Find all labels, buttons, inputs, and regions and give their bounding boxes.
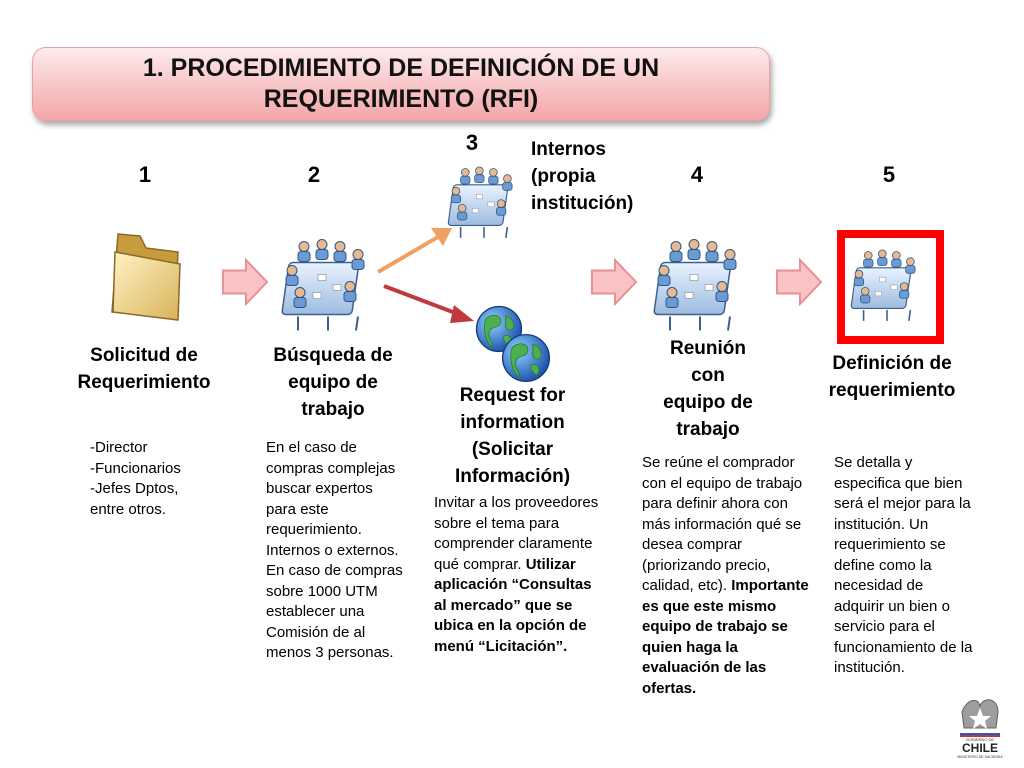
description-4-text: Se reúne el comprador con el equipo de trabajo para definir ahora con más información qué se desea comprar (priorizando precio, calidad, etc). xyxy=(642,454,803,594)
description-3-bold: Utilizar aplicación “Consultas al mercado” que se ubica en la opción de menú “Licitación”. xyxy=(434,555,592,655)
meeting-icon xyxy=(851,250,915,321)
description-4-bold: Importante es que este mismo equipo de trabajo se quien haga la evaluación de las ofertas. xyxy=(642,577,809,697)
folder-icon xyxy=(112,234,180,320)
globe-icon xyxy=(503,335,550,382)
description-1-line: -Jefes Dptos, xyxy=(90,480,179,497)
step-label-2: Búsqueda de equipo de trabajo xyxy=(273,345,393,420)
meeting-icon xyxy=(282,240,364,331)
description-1 xyxy=(90,438,230,520)
orange-arrow-icon xyxy=(378,228,452,272)
right-arrow-icon xyxy=(777,260,821,304)
right-arrow-icon xyxy=(592,260,636,304)
description-2: En el caso de compras complejas buscar expertos para este requerimiento. Internos o externos. En caso de compras sobre 1000 UTM establecer una Comisión de al menos 3 personas. xyxy=(266,439,403,661)
government-logo xyxy=(957,700,1003,759)
step-number-2: 2 xyxy=(307,162,321,187)
description-3 xyxy=(434,493,600,657)
step-label-1: Solicitud de Requerimiento xyxy=(77,345,211,393)
step-label-3: Request for information (Solicitar Información) xyxy=(454,385,571,487)
step-number-1: 1 xyxy=(138,162,152,187)
step-label-4: Reunión con equipo de trabajo xyxy=(663,338,753,440)
step-number-5: 5 xyxy=(882,162,896,187)
description-5: Se detalla y especifica que bien será el mejor para la institución. Un requerimiento se define como la necesidad de adquirir un bien o servicio para el funcionamiento de la institución. xyxy=(834,454,973,676)
red-arrow-icon xyxy=(384,286,474,323)
step-label-5: Definición de requerimiento xyxy=(828,353,956,401)
logo-line2: CHILE xyxy=(962,741,998,755)
page-title: 1. PROCEDIMIENTO DE DEFINICIÓN DE UN REQUERIMIENTO (RFI) xyxy=(142,54,660,113)
description-4 xyxy=(642,453,817,699)
meeting-icon xyxy=(654,240,736,331)
description-1-line: entre otros. xyxy=(90,500,166,518)
step-number-3: 3 xyxy=(465,130,479,155)
description-1-line: -Director xyxy=(90,439,148,456)
logo-line3: MINISTERIO DE HACIENDA xyxy=(957,755,1003,759)
logo-line1: GOBIERNO DE xyxy=(965,737,995,742)
meeting-icon xyxy=(448,167,512,238)
description-3-text: Invitar a los proveedores sobre el tema para comprender claramente qué comprar. xyxy=(434,494,599,573)
step-number-4: 4 xyxy=(690,162,704,187)
description-1-line: -Funcionarios xyxy=(90,459,181,477)
internos-label: Internos (propia institución) xyxy=(531,139,634,214)
right-arrow-icon xyxy=(223,260,267,304)
